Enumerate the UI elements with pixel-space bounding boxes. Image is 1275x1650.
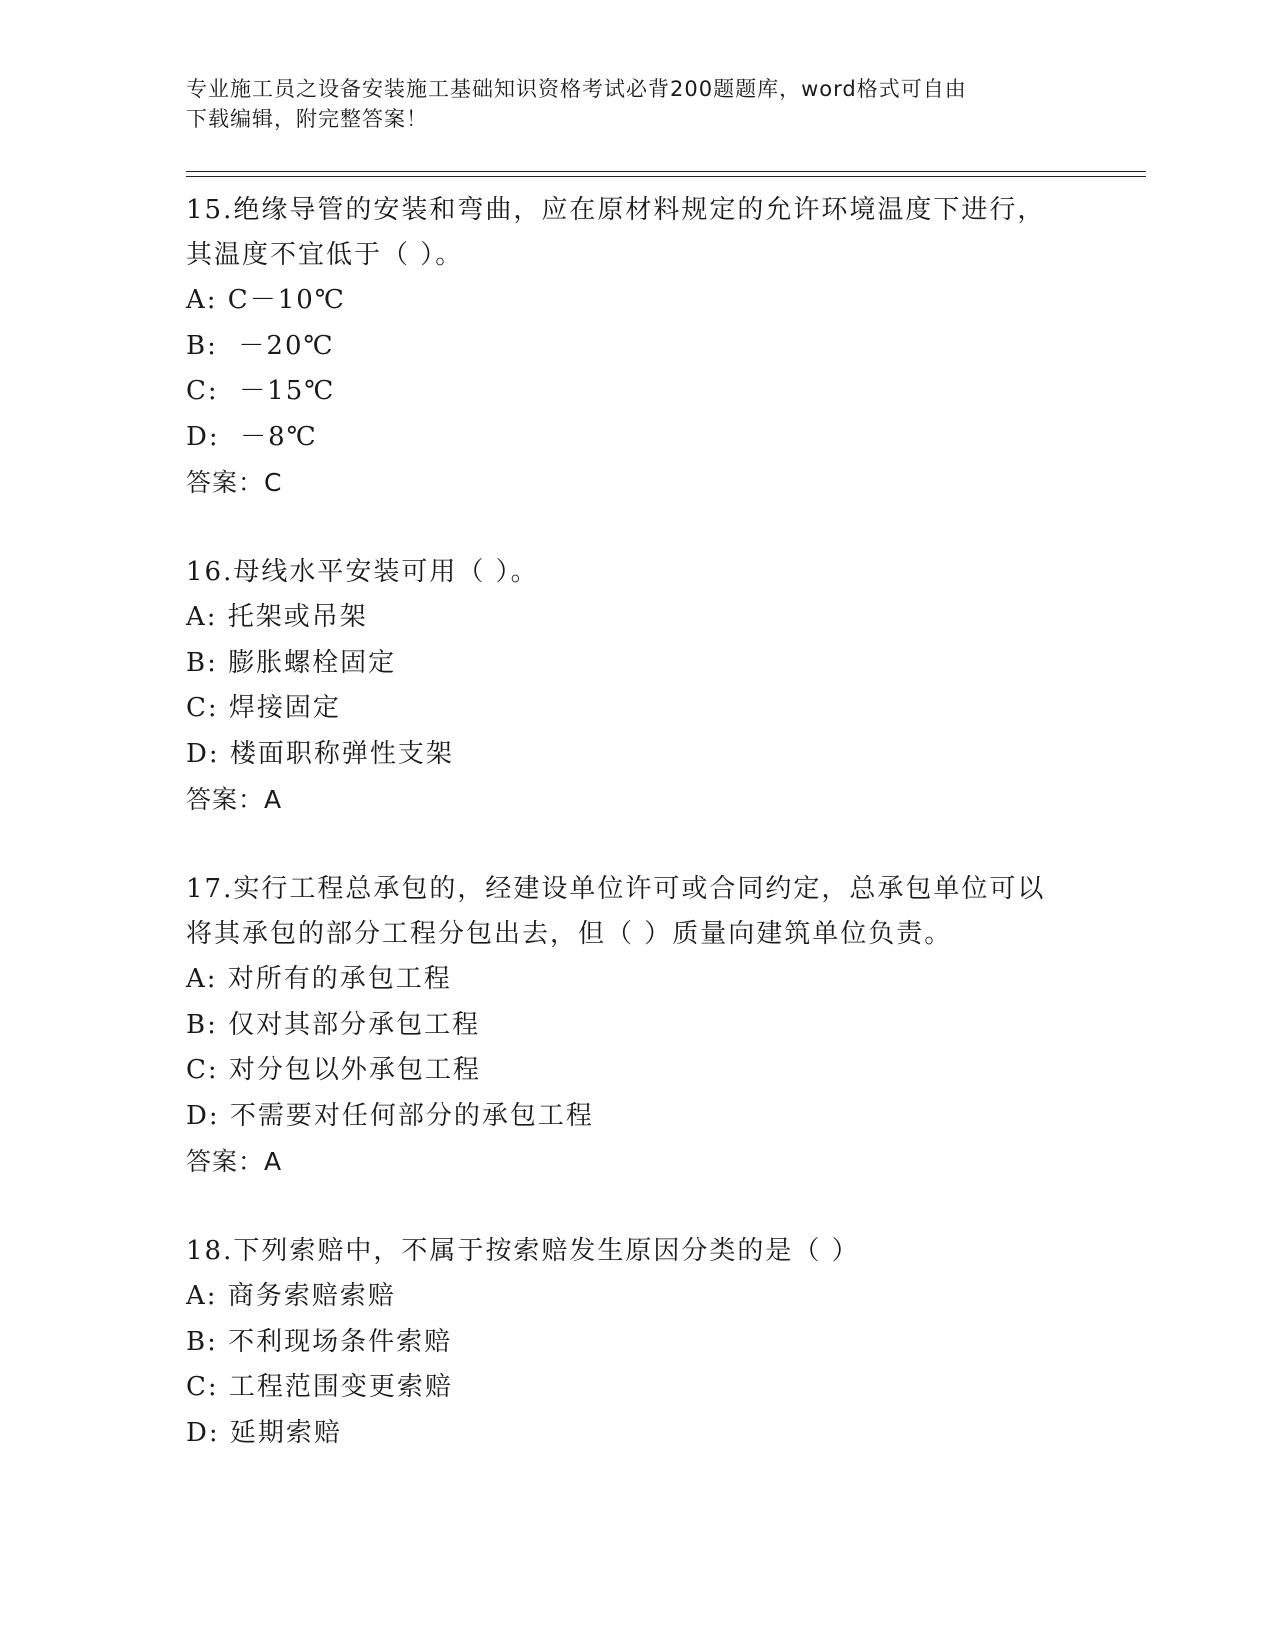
question-line: 其温度不宜低于（ ）。 [186,240,464,270]
question-16 [186,550,1106,822]
option-c: C: －15℃ [186,376,336,406]
question-line: 将其承包的部分工程分包出去，但（ ）质量向建筑单位负责。 [186,919,953,949]
option-c: C: 焊接固定 [186,693,341,723]
option-a: A: C－10℃ [186,285,346,315]
question-line: 17.实行工程总承包的，经建设单位许可或合同约定，总承包单位可以 [186,874,1046,904]
option-a: A: 对所有的承包工程 [186,964,452,994]
option-b: B: 仅对其部分承包工程 [186,1009,481,1040]
option-d: D: 不需要对任何部分的承包工程 [186,1100,594,1131]
document-header [186,74,1066,134]
header-rule-bottom [186,176,1146,177]
header-rule-top [186,171,1146,172]
option-d: D: 延期索赔 [186,1417,342,1448]
question-text [186,1229,1106,1274]
option-a: A: 商务索赔索赔 [186,1281,396,1311]
option-c: C: 工程范围变更索赔 [186,1372,453,1402]
answer: 答案：A [186,1147,283,1176]
question-text [186,550,1106,595]
option-d: D: 楼面职称弹性支架 [186,738,454,769]
question-list [186,188,1106,1501]
question-text [186,867,1106,957]
question-text [186,188,1106,278]
option-c: C: 对分包以外承包工程 [186,1055,481,1085]
question-18 [186,1229,1106,1456]
option-b: B: 膨胀螺栓固定 [186,647,397,678]
question-line: 16.母线水平安装可用（ ）。 [186,557,539,587]
answer: 答案：A [186,785,283,814]
question-17 [186,867,1106,1184]
option-b: B: －20℃ [186,330,335,361]
header-line-2: 下载编辑，附完整答案！ [186,107,428,131]
answer: 答案：C [186,468,283,497]
option-b: B: 不利现场条件索赔 [186,1326,453,1357]
question-line: 15.绝缘导管的安装和弯曲，应在原材料规定的允许环境温度下进行， [186,195,1046,225]
question-15 [186,188,1106,505]
question-line: 18.下列索赔中，不属于按索赔发生原因分类的是（ ） [186,1236,860,1266]
header-line-1: 专业施工员之设备安装施工基础知识资格考试必背200题题库，word格式可自由 [186,77,967,101]
option-d: D: －8℃ [186,421,318,452]
option-a: A: 托架或吊架 [186,602,368,632]
